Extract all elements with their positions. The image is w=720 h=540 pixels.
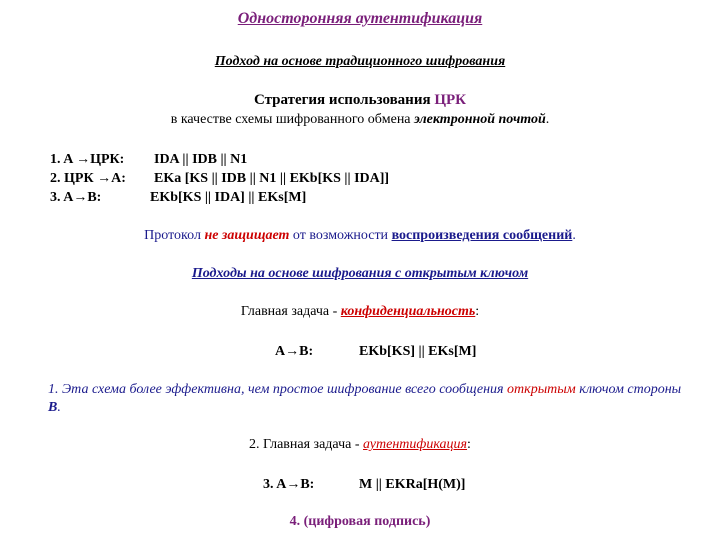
task2-prefix: 2. Главная задача -: [249, 437, 363, 452]
task1-suffix: :: [475, 304, 480, 319]
protocol-step-2: [50, 171, 389, 187]
task2-red: аутентификация: [362, 437, 468, 452]
strategy-line2-prefix: в качестве схемы шифрованного обмена: [170, 112, 415, 127]
ab-message: EKb[KS] || EKs[M]: [359, 344, 477, 359]
protocol-note-blue: воспроизведения сообщений: [391, 228, 573, 243]
step-message: EKa [KS || IDB || N1 || EKb[KS || IDA]]: [154, 171, 390, 186]
strategy-line2-suffix: .: [545, 112, 550, 127]
step-message: EKb[KS || IDA] || EKs[M]: [150, 190, 307, 205]
ab-step: [275, 344, 476, 360]
strategy-line-1: [0, 92, 720, 109]
strategy-line2-italic: электронной почтой: [414, 112, 546, 127]
note-bold: B: [48, 400, 58, 415]
strategy-line-2: [0, 112, 720, 128]
task-2: [0, 437, 720, 453]
protocol-note-suffix: .: [572, 228, 576, 243]
note-suffix: .: [57, 400, 61, 415]
step3-message: M || EKRa[H(M)]: [359, 477, 466, 492]
protocol-note: [0, 228, 720, 244]
task2-suffix: :: [467, 437, 471, 452]
scheme-note: [48, 381, 688, 417]
protocol-step-1: [50, 152, 247, 168]
note-middle: ключом стороны: [575, 382, 682, 397]
step-label: 1. A →ЦРК:: [50, 152, 125, 167]
ab-label: A→B:: [275, 344, 314, 359]
public-key-title: Подходы на основе шифрования с открытым ключом: [191, 266, 529, 281]
page-title: Односторонняя аутентификация: [237, 10, 483, 27]
step-label: 3. A→B:: [50, 190, 102, 205]
protocol-note-prefix: Протокол: [144, 228, 205, 243]
note-prefix: 1. Эта схема более эффективна, чем простое шифрование всего сообщения: [48, 382, 508, 397]
subtitle: Подход на основе традиционного шифрования: [214, 54, 506, 69]
strategy-prefix: Стратегия использования: [253, 92, 435, 108]
note-red: открытым: [507, 382, 576, 397]
strategy-highlight: ЦРК: [434, 92, 467, 108]
step-message: IDA || IDB || N1: [154, 152, 248, 167]
protocol-note-red: не защищает: [204, 228, 290, 243]
step-label: 2. ЦРК →A:: [50, 171, 126, 186]
step-3: [263, 477, 465, 493]
task1-prefix: Главная задача -: [240, 304, 341, 319]
protocol-note-middle: от возможности: [289, 228, 392, 243]
protocol-step-3: [50, 190, 306, 206]
task1-red: конфиденциальность: [340, 304, 476, 319]
step3-label: 3. A→B:: [263, 477, 315, 492]
task-1: [0, 304, 720, 320]
step-4-digital-signature: 4. (цифровая подпись): [289, 514, 431, 529]
